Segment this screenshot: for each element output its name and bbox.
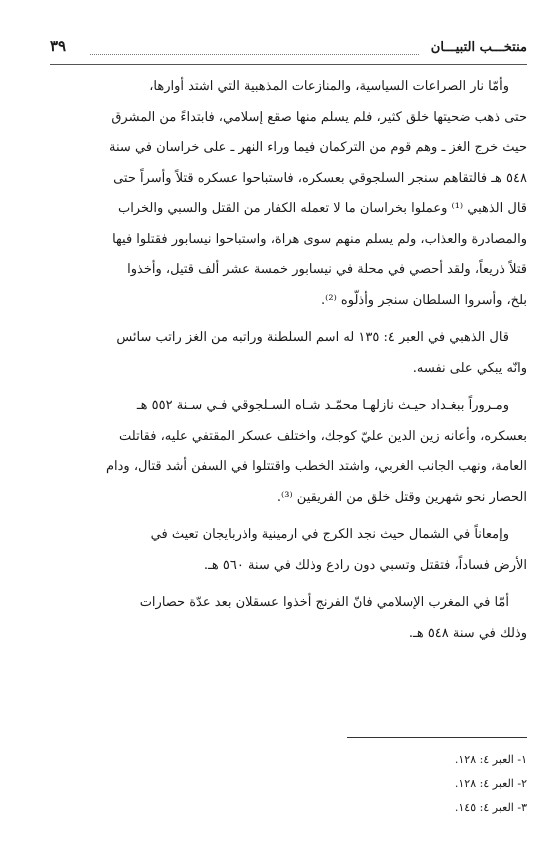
text-line: ومـروراً ببغـداد حيـث نازلهـا محمّـد شـاه السـلجوقي فـي سـنة ٥٥٢ هـ (136, 398, 509, 413)
book-title: منتخـــب التبيـــان (430, 40, 527, 55)
footnote-divider (347, 737, 527, 738)
body-text (30, 72, 527, 656)
text-line: حتى ذهب ضحيتها خلق كثير، فلم يسلم منها صقع إسلامي، فابتداءً من المشرق (111, 109, 527, 125)
paragraph-5 (30, 588, 527, 649)
text-line: الحصار نحو شهرين وقتل خلق من الفريقين ⁽³⁾. (276, 489, 527, 505)
paragraph-1 (30, 72, 527, 316)
text-line: وإمعاناً في الشمال حيث نجد الكرج في ارمينية واذربايجان تعيث في (150, 527, 509, 542)
text-line: والمصادرة والعذاب، ولم يسلم منهم سوى هراة، واستباحوا نيسابور فقتلوا فيها (112, 231, 527, 247)
text-line: قتلاً ذريعاً، ولقد أحصي في محلة في نيسابور خمسة عشر ألف قتيل، وأخذوا (127, 262, 527, 277)
text-line: قال الذهبي في العبر ٤: ١٣٥ له اسم السلطنة وراتبه من الغز راتب سائس (116, 330, 509, 345)
text-line: وذلك في سنة ٥٤٨ هـ. (408, 625, 527, 641)
text-line: وأمّا نار الصراعات السياسية، والمنازعات المذهبية التي اشتد أوارها، (149, 79, 509, 94)
footnote-1: ١- العبر ٤: ١٢٨. (454, 753, 527, 766)
text-line: حيث خرج الغز ـ وهم قوم من التركمان فيما وراء النهر ـ على خراسان في سنة (109, 140, 527, 155)
paragraph-3 (30, 391, 527, 513)
text-line: أمّا في المغرب الإسلامي فانّ الفرنج أخذوا عسقلان بعد عدّة حصارات (139, 595, 509, 610)
footnote-2: ٢- العبر ٤: ١٢٨. (454, 777, 527, 790)
footnote-3: ٣- العبر ٤: ١٤٥. (454, 801, 527, 814)
text-line: وانّه يبكي على نفسه. (412, 360, 527, 376)
text-line: ٥٤٨ هـ فالتقاهم سنجر السلجوقي بعسكره، فاستباحوا عسكره قتلاً وأسراً حتى (113, 170, 527, 186)
text-line: بعسكره، وأعانه زين الدين عليّ كوجك، واختلف عسكر المقتفي عليه، فقاتلت (119, 428, 527, 444)
footnotes (227, 748, 527, 820)
paragraph-2 (30, 323, 527, 384)
text-line: قال الذهبي ⁽¹⁾ وعملوا بخراسان ما لا تعمله الكفار من القتل والسبي والخراب (117, 201, 527, 216)
text-line: العامة، ونهب الجانب الغربي، واشتد الخطب واقتتلوا في السفن أشد قتال، ودام (105, 459, 527, 474)
leader-dots (90, 46, 419, 55)
running-header (50, 37, 527, 65)
text-line: الأرض فساداً، فتقتل وتسبي دون رادع وذلك في سنة ٥٦٠ هـ. (203, 557, 527, 573)
text-line: بلخ، وأسروا السلطان سنجر وأذلّوه ⁽²⁾. (321, 292, 527, 308)
paragraph-4 (30, 520, 527, 581)
page-number: ٣٩ (50, 37, 67, 55)
